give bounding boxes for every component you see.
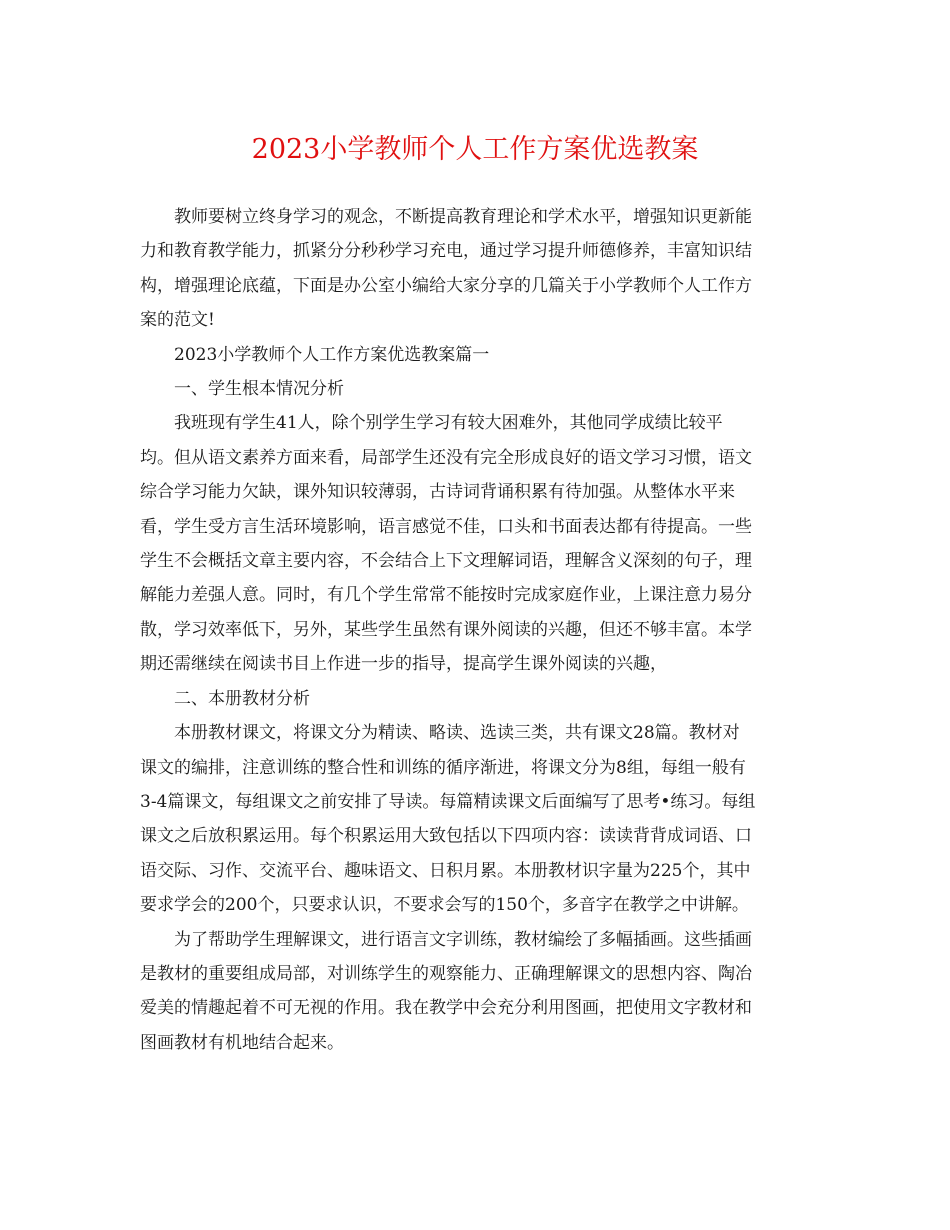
paragraph-line: 看，学生受方言生活环境影响，语言感觉不佳，口头和书面表达都有待提高。一些 <box>140 516 752 537</box>
paragraph-line: 语交际、习作、交流平台、趣味语文、日积月累。本册教材识字量为225个，其中 <box>140 860 751 881</box>
heading-student-analysis: 一、学生根本情况分析 <box>174 379 344 400</box>
document-title: 2023小学教师个人工作方案优选教案 <box>251 134 699 165</box>
paragraph-line: 要求学会的200个，只要求认识，不要求会写的150个，多音字在教学之中讲解。 <box>140 895 749 916</box>
student-analysis-paragraph <box>140 406 812 681</box>
heading-textbook-analysis: 二、本册教材分析 <box>174 688 310 709</box>
paragraph-line: 解能力差强人意。同时，有几个学生常常不能按时完成家庭作业，上课注意力易分 <box>140 585 752 606</box>
paragraph-line: 期还需继续在阅读书目上作进一步的指导，提高学生课外阅读的兴趣， <box>140 654 667 675</box>
paragraph-line: 课文之后放积累运用。每个积累运用大致包括以下四项内容：读读背背成词语、口 <box>140 826 752 847</box>
paragraph-line: 图画教材有机地结合起来。 <box>140 1032 344 1053</box>
paragraph-line: 均。但从语文素养方面来看，局部学生还没有完全形成良好的语文学习习惯，语文 <box>140 447 752 468</box>
paragraph-line: 是教材的重要组成局部，对训练学生的观察能力、正确理解课文的思想内容、陶冶 <box>140 963 752 984</box>
paragraph-line: 案的范文! <box>140 310 215 331</box>
paragraph-line: 课文的编排，注意训练的整合性和训练的循序渐进，将课文分为8组，每组一般有 <box>140 757 746 778</box>
textbook-analysis-paragraph <box>140 716 812 922</box>
paragraph-line: 学生不会概括文章主要内容，不会结合上下文理解词语，理解含义深刻的句子，理 <box>140 551 752 572</box>
illustration-paragraph <box>140 923 812 1061</box>
paragraph-line: 我班现有学生41人，除个别学生学习有较大困难外，其他同学成绩比较平 <box>174 413 723 434</box>
paragraph-line: 散，学习效率低下，另外，某些学生虽然有课外阅读的兴趣，但还不够丰富。本学 <box>140 619 752 640</box>
paragraph-line: 爱美的情趣起着不可无视的作用。我在教学中会充分利用图画，把使用文字教材和 <box>140 998 752 1019</box>
intro-paragraph <box>140 200 812 338</box>
paragraph-line: 综合学习能力欠缺，课外知识较薄弱，古诗词背诵积累有待加强。从整体水平来 <box>140 482 735 503</box>
paragraph-line: 本册教材课文，将课文分为精读、略读、选读三类，共有课文28篇。教材对 <box>174 723 740 744</box>
paragraph-line: 为了帮助学生理解课文，进行语言文字训练，教材编绘了多幅插画。这些插画 <box>174 929 752 950</box>
paragraph-line: 构，增强理论底蕴，下面是办公室小编给大家分享的几篇关于小学教师个人工作方 <box>140 275 752 296</box>
section-heading: 2023小学教师个人工作方案优选教案篇一 <box>174 344 490 365</box>
paragraph-line: 教师要树立终身学习的观念，不断提高教育理论和学术水平，增强知识更新能 <box>174 207 752 227</box>
document-body <box>140 200 812 1060</box>
paragraph-line: 3-4篇课文，每组课文之前安排了导读。每篇精读课文后面编写了思考•练习。每组 <box>140 791 756 812</box>
paragraph-line: 力和教育教学能力，抓紧分分秒秒学习充电，通过学习提升师德修养，丰富知识结 <box>140 241 752 262</box>
